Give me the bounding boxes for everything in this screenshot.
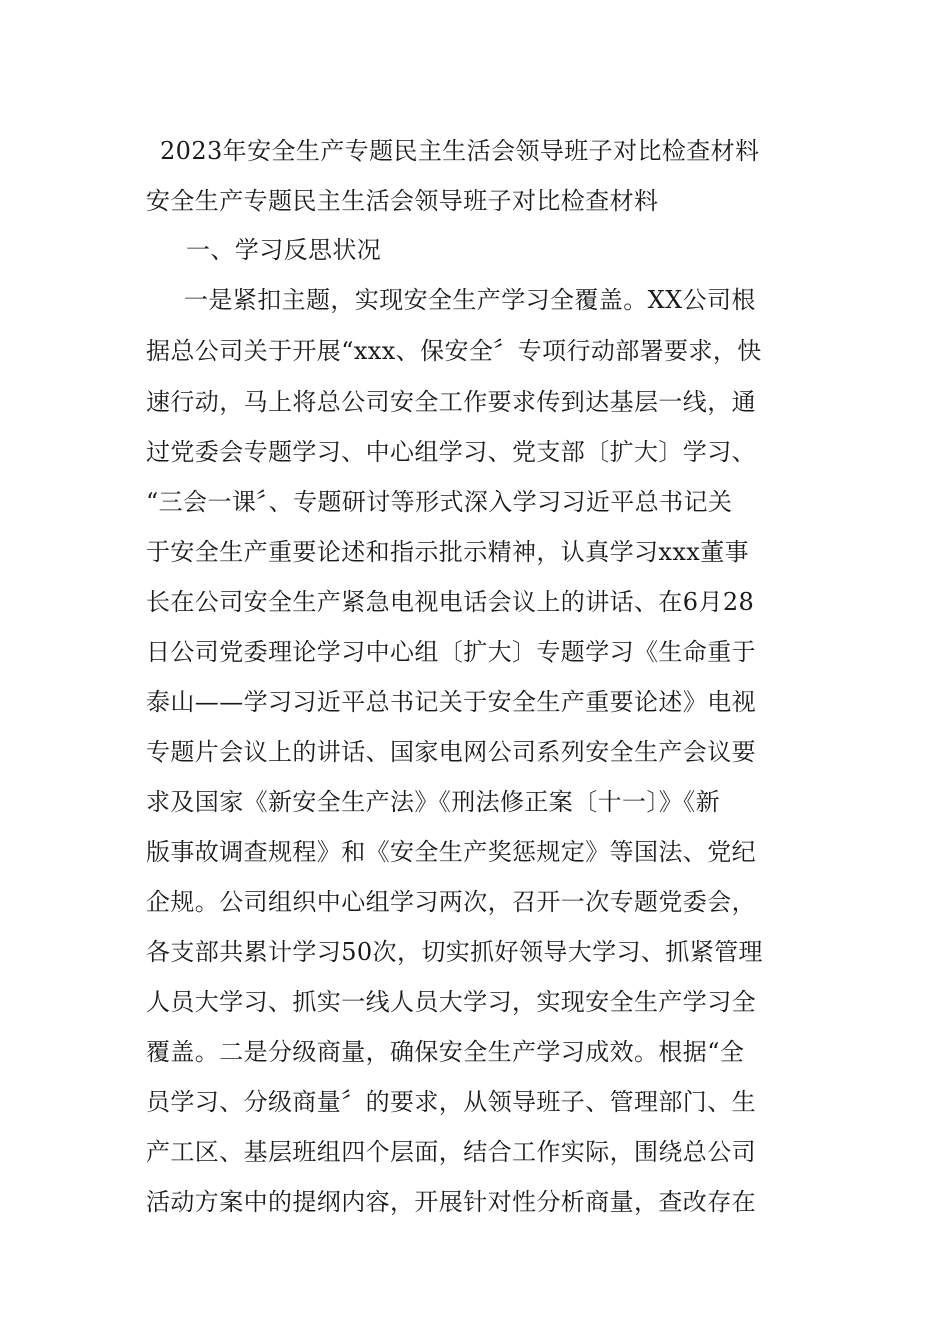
- paragraph-line: 人员大学习、抓实一线人员大学习，实现安全生产学习全: [146, 988, 756, 1016]
- paragraph-line: 版事故调查规程》和《安全生产奖惩规定》等国法、党纪: [146, 838, 756, 866]
- paragraph-line: 长在公司安全生产紧急电视电话会议上的讲话、在6月28: [146, 588, 755, 616]
- paragraph-line: 一是紧扣主题，实现安全生产学习全覆盖。XX公司根: [184, 286, 756, 314]
- paragraph-line: 据总公司关于开展“xxx、保安全〞专项行动部署要求，快: [146, 337, 762, 365]
- paragraph-line: 覆盖。二是分级商量，确保安全生产学习成效。根据“全: [146, 1038, 745, 1066]
- paragraph-line: 泰山——学习习近平总书记关于安全生产重要论述》电视: [146, 688, 756, 716]
- paragraph-line: 速行动，马上将总公司安全工作要求传到达基层一线，通: [146, 388, 756, 416]
- paragraph-line: 求及国家《新安全生产法》《刑法修正案〔十一〕》《新: [146, 788, 720, 816]
- paragraph-line: 各支部共累计学习50次，切实抓好领导大学习、抓紧管理: [146, 938, 763, 966]
- paragraph-line: 专题片会议上的讲话、国家电网公司系列安全生产会议要: [146, 738, 756, 766]
- section-heading: 一、学习反思状况: [186, 236, 382, 264]
- paragraph-line: “三会一课〞、专题研讨等形式深入学习习近平总书记关: [146, 488, 733, 516]
- paragraph-line: 企规。公司组织中心组学习两次，召开一次专题党委会，: [146, 888, 756, 916]
- paragraph-line: 日公司党委理论学习中心组〔扩大〕专题学习《生命重于: [146, 638, 756, 666]
- paragraph-line: 于安全生产重要论述和指示批示精神，认真学习xxx董事: [146, 538, 750, 566]
- document-title: 2023年安全生产专题民主生活会领导班子对比检查材料: [160, 137, 760, 165]
- paragraph-line: 员学习、分级商量〞的要求，从领导班子、管理部门、生: [146, 1088, 756, 1116]
- paragraph-line: 产工区、基层班组四个层面，结合工作实际，围绕总公司: [146, 1138, 756, 1166]
- document-subtitle: 安全生产专题民主生活会领导班子对比检查材料: [146, 187, 659, 215]
- paragraph-line: 活动方案中的提纲内容，开展针对性分析商量，查改存在: [146, 1188, 756, 1216]
- paragraph-line: 过党委会专题学习、中心组学习、党支部〔扩大〕学习、: [146, 438, 756, 466]
